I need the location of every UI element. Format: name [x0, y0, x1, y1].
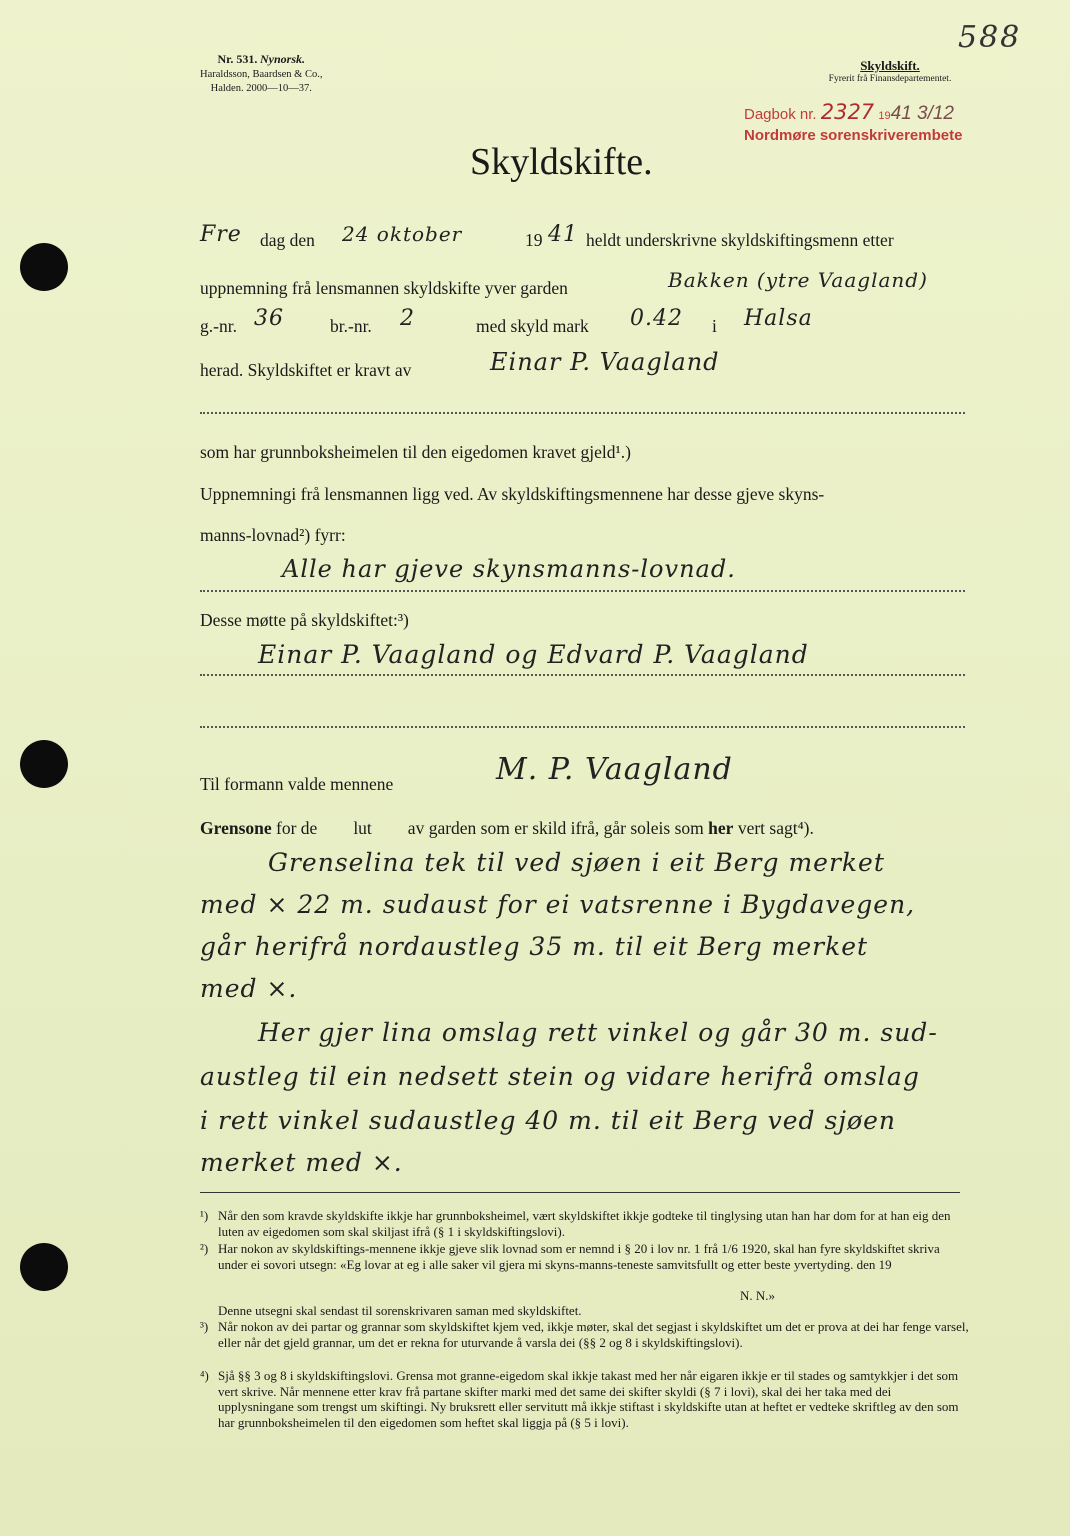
boundary-line: Grenselina tek til ved sjøen i eit Berg merket [268, 848, 885, 877]
boundary-line: Her gjer lina omslag rett vinkel og går 30 m. sud- [258, 1018, 938, 1047]
page-number: 588 [958, 20, 1022, 55]
boundary-line: går herifrå nordaustleg 35 m. til eit Berg merket [200, 932, 869, 961]
farm-handwritten: Bakken (ytre Vaagland) [668, 268, 928, 292]
dotted-line [200, 726, 965, 728]
label-skyld: med skyld mark [476, 316, 589, 336]
day-handwritten: Fre [200, 222, 242, 247]
bnr-handwritten: 2 [400, 306, 415, 331]
boundary-line: med × 22 m. sudaust for ei vatsrenne i Bygdavegen, [200, 890, 916, 919]
boundary-line: med ×. [200, 974, 298, 1003]
label-formann: Til formann valde mennene [200, 774, 394, 794]
footnote-note: Denne utsegni skal sendast til sorenskrivaren saman med skyldskiftet. [218, 1303, 582, 1318]
date-handwritten: 24 oktober [342, 222, 463, 246]
attendees-handwritten: Einar P. Vaagland og Edvard P. Vaagland [258, 640, 809, 669]
boundary-line: i rett vinkel sudaustleg 40 m. til eit Berg ved sjøen [200, 1106, 896, 1135]
gnr-handwritten: 36 [254, 306, 284, 331]
dotted-line [200, 412, 965, 414]
label-heimel: som har grunnboksheimelen til den eigedomen kravet gjeld¹.) [200, 442, 631, 462]
boundary-line: austleg til ein nedsett stein og vidare herifrå omslag [200, 1062, 920, 1091]
label-uppnemning: uppnemning frå lensmannen skyldskifte yver garden [200, 278, 568, 298]
label-bnr: br.-nr. [330, 316, 372, 336]
skyld-handwritten: 0.42 [630, 306, 683, 331]
lovnad-handwritten: Alle har gjeve skynsmanns-lovnad. [282, 555, 736, 583]
punch-hole [20, 740, 68, 788]
ministry-header: Skyldskift. Fyrerit frå Finansdepartementet. [828, 58, 952, 84]
label-lovnad: manns-lovnad²) fyrr: [200, 525, 346, 545]
punch-hole [20, 1243, 68, 1291]
label-uppnemningi: Uppnemningi frå lensmannen ligg ved. Av skyldskiftingsmennene har desse gjeve skyns- [200, 484, 825, 504]
footnote-divider [200, 1192, 960, 1193]
label-mote: Desse møtte på skyldskiftet:³) [200, 610, 409, 630]
footnote-1: ¹) Når den som kravde skyldskifte ikkje har grunnboksheimel, vært skyldskiftet ikkje godteke til tinglysing utan han har dom for at han eig den luten av eigedomen som skal skiljast ifrå (§ 1 i skyldskiftingslovi). [200, 1208, 951, 1239]
registry-stamp: Dagbok nr. 2327 1941 3/12 Nordmøre sorenskriverembete [744, 100, 963, 144]
footnote-2: ²) Har nokon av skyldskiftings-mennene ikkje gjeve slik lovnad som er nemnd i § 20 i lov nr. 1 frå 1/6 1920, skal han fyre skyldskiftet skriva under ei sovori utsegn: «Eg lovar at eg i alle saker vil gjera mi skyns-manns-teneste samvitsfullt og etter beste yvertyding. den 19 [200, 1241, 940, 1272]
label-dag-den: dag den [260, 230, 315, 250]
year-prefix: 19 [525, 230, 543, 250]
punch-hole [20, 243, 68, 291]
dotted-line [200, 674, 965, 676]
grensone-line: Grensone for de lut av garden som er skild ifrå, går soleis som her vert sagt⁴). [200, 818, 814, 838]
footnote-3: ³) Når nokon av dei partar og grannar som skyldskiftet kjem ved, ikkje møter, skal det segjast i skyldskiftet um det er prova at dei har fenge varsel, eller når det gjeld grannar, um det er rekna for uturvande å varsla dei (§§ 2 og 8 i skyldskiftingslovi). [200, 1319, 969, 1350]
herad-handwritten: Halsa [744, 306, 813, 331]
label-held: heldt underskrivne skyldskiftingsmenn etter [586, 230, 894, 250]
requester-handwritten: Einar P. Vaagland [490, 348, 720, 376]
dotted-line [200, 590, 965, 592]
label-gnr: g.-nr. [200, 316, 237, 336]
footnote-4: ⁴) Sjå §§ 3 og 8 i skyldskiftingslovi. Grensa mot granne-eigedom skal ikkje takast med her når eigaren ikkje er til stades og samtykkjer i det som vert skrive. Når mennene etter krav frå partane skifter marki med det same dei skifter skyldi (§ 7 i lovi), skal dei her taka med dei upplysningane som trengst um skiftingi. Ny bruksrett eller servitutt må ikkje stiftast i skyldskifte utan at heftet er vedteke skriftleg av den som har grunnboksheimelen til den eigedomen som heftet skal liggja på (§ 5 i lovi). [200, 1368, 959, 1430]
document-title: Skyldskifte. [470, 141, 653, 183]
boundary-line: merket med ×. [200, 1148, 403, 1177]
year-handwritten: 41 [548, 222, 578, 247]
printer-imprint: Nr. 531. Nynorsk. Haraldsson, Baardsen & Co., Halden. 2000—10—37. [200, 52, 323, 94]
chairman-handwritten: M. P. Vaagland [496, 752, 733, 787]
footnote-signature: N. N.» [740, 1288, 776, 1303]
label-herad: herad. Skyldskiftet er kravt av [200, 360, 412, 380]
label-i: i [712, 316, 717, 336]
